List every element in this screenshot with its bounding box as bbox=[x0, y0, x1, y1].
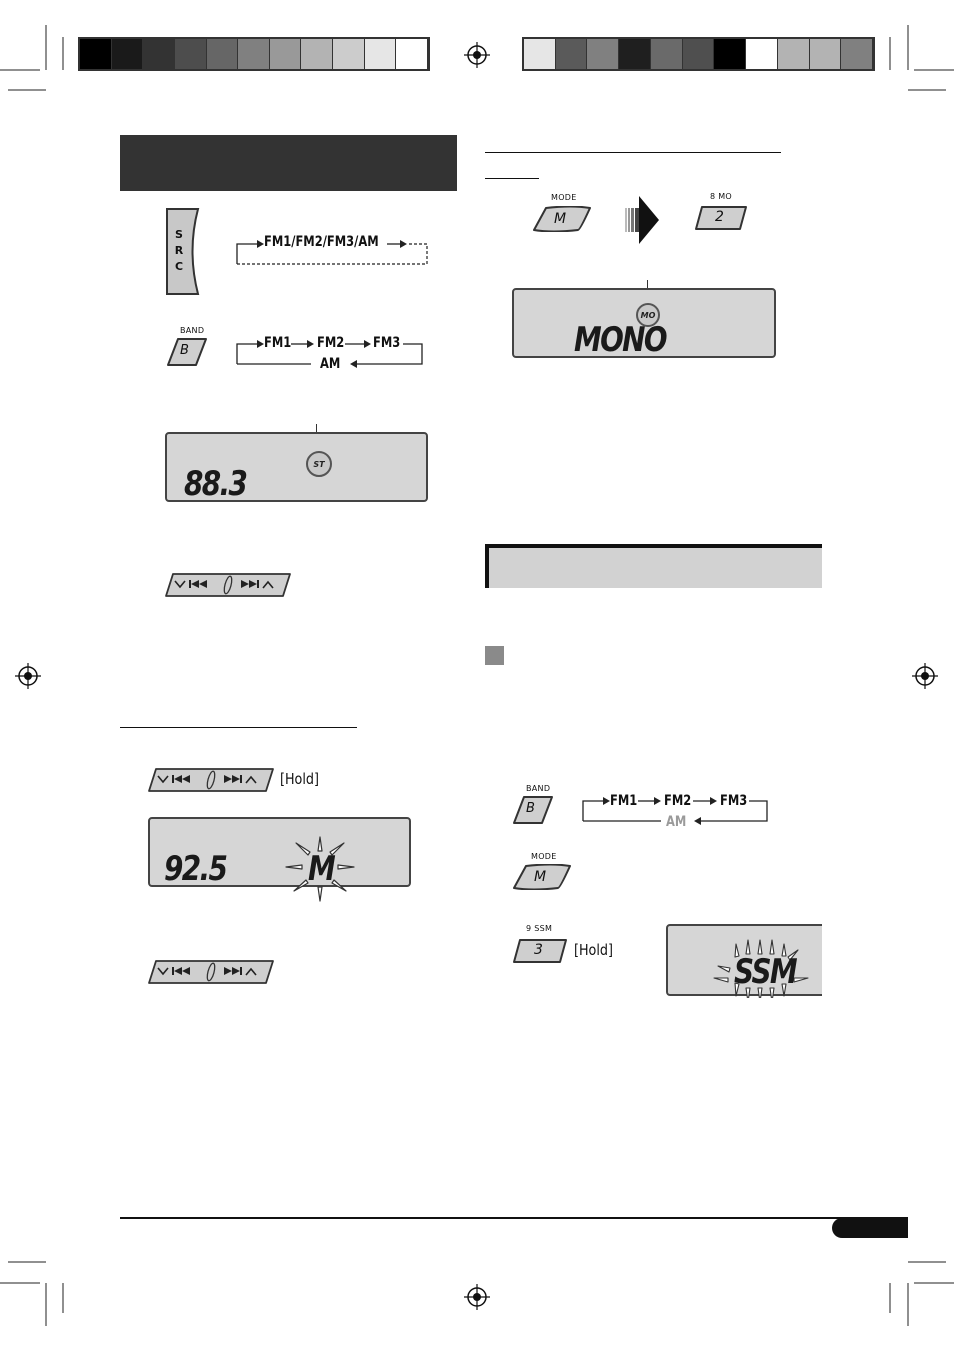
mode-key-label: M bbox=[534, 869, 547, 885]
section-underline-short bbox=[485, 178, 539, 179]
registration-target-icon bbox=[912, 663, 938, 689]
registration-target-icon bbox=[464, 1284, 490, 1310]
section-header-grey bbox=[485, 544, 822, 588]
lcd-ssm-text: SSM bbox=[734, 952, 796, 992]
subsection-marker bbox=[485, 646, 504, 665]
registration-target-icon bbox=[15, 663, 41, 689]
hold-label: [Hold] bbox=[280, 770, 319, 788]
band-button[interactable] bbox=[512, 795, 554, 825]
lcd-frequency: 88.3 bbox=[184, 464, 247, 504]
seek-button-hold[interactable] bbox=[148, 768, 274, 792]
preset2-key-label: 2 bbox=[715, 209, 724, 225]
band-button-label: BAND bbox=[180, 326, 205, 335]
mode-button-label: MODE bbox=[531, 852, 557, 861]
lcd-display-preset bbox=[148, 817, 411, 887]
preset2-button[interactable] bbox=[694, 205, 748, 231]
lcd-mono-text: MONO bbox=[574, 320, 666, 360]
section-underline bbox=[485, 152, 781, 153]
mono-indicator: MO bbox=[636, 303, 660, 327]
band-key-label: B bbox=[526, 801, 535, 816]
lcd-display-ssm-clip bbox=[666, 924, 822, 998]
band-flow-fm3: FM3 bbox=[373, 335, 401, 351]
band-key-label: B bbox=[180, 343, 189, 358]
lcd-frequency: 92.5 bbox=[164, 849, 227, 889]
src-button[interactable] bbox=[165, 207, 201, 296]
band-flow-fm1: FM1 bbox=[264, 335, 292, 351]
preset3-button[interactable] bbox=[512, 938, 568, 964]
band-flow-am: AM bbox=[320, 356, 341, 372]
lcd-display-fm bbox=[165, 432, 428, 502]
band-flow-fm1: FM1 bbox=[610, 793, 638, 809]
lcd-memory-indicator: M bbox=[308, 849, 335, 889]
registration-target-icon bbox=[464, 42, 490, 68]
band-flow-fm2: FM2 bbox=[664, 793, 692, 809]
preset3-key-label: 3 bbox=[534, 942, 543, 958]
footer-rule bbox=[120, 1217, 908, 1219]
preset2-button-label: 8 MO bbox=[710, 192, 733, 201]
mode-button-label: MODE bbox=[551, 193, 577, 202]
band-button-label: BAND bbox=[526, 784, 551, 793]
page-number-tab bbox=[832, 1218, 908, 1238]
stereo-indicator: ST bbox=[306, 451, 332, 477]
src-button-label: SRC bbox=[174, 228, 184, 273]
section-header-dark bbox=[120, 135, 457, 191]
next-step-arrow-icon bbox=[625, 196, 659, 244]
src-flow-label: FM1/FM2/FM3/AM bbox=[264, 234, 379, 250]
hold-label: [Hold] bbox=[574, 941, 613, 959]
mode-button[interactable] bbox=[512, 864, 572, 890]
lcd-display-mono bbox=[512, 288, 776, 358]
mode-button[interactable] bbox=[532, 206, 592, 232]
band-flow-am-disabled: AM bbox=[666, 814, 687, 830]
seek-button[interactable] bbox=[165, 573, 291, 597]
band-button[interactable] bbox=[166, 337, 208, 367]
band-flow-fm3: FM3 bbox=[720, 793, 748, 809]
band-flow-fm2: FM2 bbox=[317, 335, 345, 351]
section-underline bbox=[120, 727, 357, 728]
lcd-display-ssm bbox=[666, 924, 822, 996]
mode-key-label: M bbox=[554, 211, 567, 227]
seek-button[interactable] bbox=[148, 960, 274, 984]
preset3-button-label: 9 SSM bbox=[526, 924, 553, 933]
